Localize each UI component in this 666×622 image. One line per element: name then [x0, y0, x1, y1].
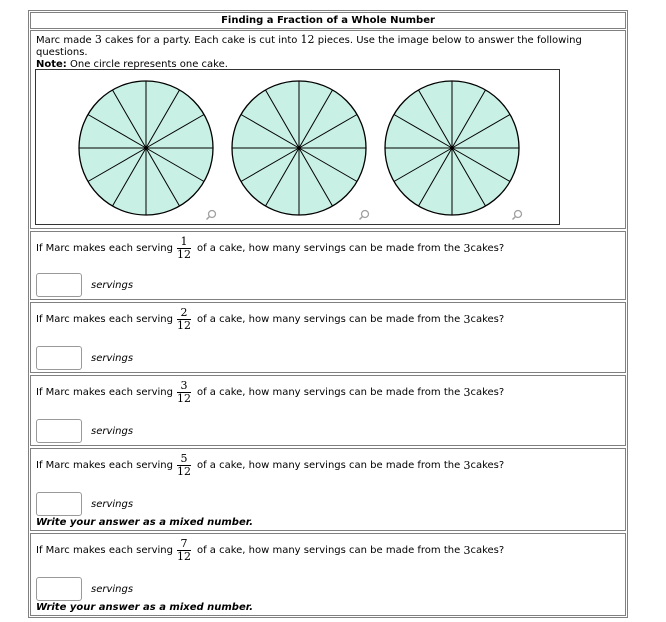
question-panel-1: [30, 231, 626, 300]
fraction-denominator: 12: [176, 464, 191, 478]
intro-text-part: Marc made: [36, 35, 95, 46]
mixed-number-hint: Write your answer as a mixed number.: [36, 602, 254, 613]
unit-label: servings: [91, 426, 134, 437]
question-end: cakes?: [470, 313, 505, 325]
unit-label: servings: [91, 584, 134, 595]
question-text: [36, 449, 504, 481]
fraction-denominator: 12: [176, 549, 191, 563]
unit-label: servings: [91, 280, 134, 291]
fraction-numerator: 5: [180, 451, 188, 465]
answer-input-2[interactable]: [36, 346, 82, 370]
question-panel-4: [30, 448, 626, 531]
serving-fraction: [177, 538, 191, 563]
note-text: One circle represents one cake.: [66, 59, 228, 70]
question-text: [36, 232, 504, 264]
intro-text: [36, 34, 624, 71]
question-cake-count: 3: [463, 543, 471, 557]
serving-fraction: [177, 453, 191, 478]
question-prefix: If Marc makes each serving: [36, 459, 173, 471]
question-text: [36, 376, 504, 408]
fraction-numerator: 2: [180, 305, 188, 319]
question-end: cakes?: [470, 242, 505, 254]
cake-circle: [79, 81, 213, 215]
question-cake-count: 3: [463, 458, 471, 472]
mixed-number-hint: Write your answer as a mixed number.: [36, 517, 254, 528]
cake-count: 3: [94, 33, 102, 46]
note-label: Note:: [36, 59, 67, 70]
question-prefix: If Marc makes each serving: [36, 242, 173, 254]
question-prefix: If Marc makes each serving: [36, 313, 173, 325]
cakes-illustration: [36, 70, 561, 226]
question-text: [36, 534, 504, 566]
question-cake-count: 3: [463, 312, 471, 326]
answer-input-4[interactable]: [36, 492, 82, 516]
fraction-numerator: 1: [180, 234, 188, 248]
page-title: Finding a Fraction of a Whole Number: [30, 12, 626, 29]
cake-circle: [232, 81, 366, 215]
question-end: cakes?: [470, 386, 505, 398]
question-panel-3: [30, 375, 626, 446]
question-prefix: If Marc makes each serving: [36, 386, 173, 398]
question-prefix: If Marc makes each serving: [36, 544, 173, 556]
intro-text-part: cakes for a party. Each cake is cut into: [101, 35, 301, 46]
question-suffix: of a cake, how many servings can be made from the: [196, 242, 461, 254]
serving-fraction: [177, 380, 191, 405]
question-end: cakes?: [470, 544, 505, 556]
fraction-denominator: 12: [176, 247, 191, 261]
intro-text-part: pieces. Use the image below to answer the following questions.: [36, 35, 582, 58]
answer-input-1[interactable]: [36, 273, 82, 297]
question-suffix: of a cake, how many servings can be made from the: [196, 459, 461, 471]
question-cake-count: 3: [463, 385, 471, 399]
cakes-image: [35, 69, 560, 225]
unit-label: servings: [91, 499, 134, 510]
fraction-numerator: 3: [180, 378, 188, 392]
question-text: [36, 303, 504, 335]
fraction-numerator: 7: [180, 536, 188, 550]
question-suffix: of a cake, how many servings can be made from the: [196, 544, 461, 556]
magnifier-icon[interactable]: [207, 211, 216, 220]
serving-fraction: [177, 307, 191, 332]
unit-label: servings: [91, 353, 134, 364]
fraction-denominator: 12: [176, 391, 191, 405]
serving-fraction: [177, 236, 191, 261]
cake-circle: [385, 81, 519, 215]
answer-input-3[interactable]: [36, 419, 82, 443]
answer-input-5[interactable]: [36, 577, 82, 601]
question-panel-5: [30, 533, 626, 616]
intro-panel: [30, 30, 626, 229]
magnifier-icon[interactable]: [513, 211, 522, 220]
fraction-denominator: 12: [176, 318, 191, 332]
question-end: cakes?: [470, 459, 505, 471]
piece-count: 12: [300, 33, 315, 46]
question-suffix: of a cake, how many servings can be made from the: [196, 313, 461, 325]
question-cake-count: 3: [463, 241, 471, 255]
magnifier-icon[interactable]: [360, 211, 369, 220]
question-panel-2: [30, 302, 626, 373]
question-suffix: of a cake, how many servings can be made from the: [196, 386, 461, 398]
